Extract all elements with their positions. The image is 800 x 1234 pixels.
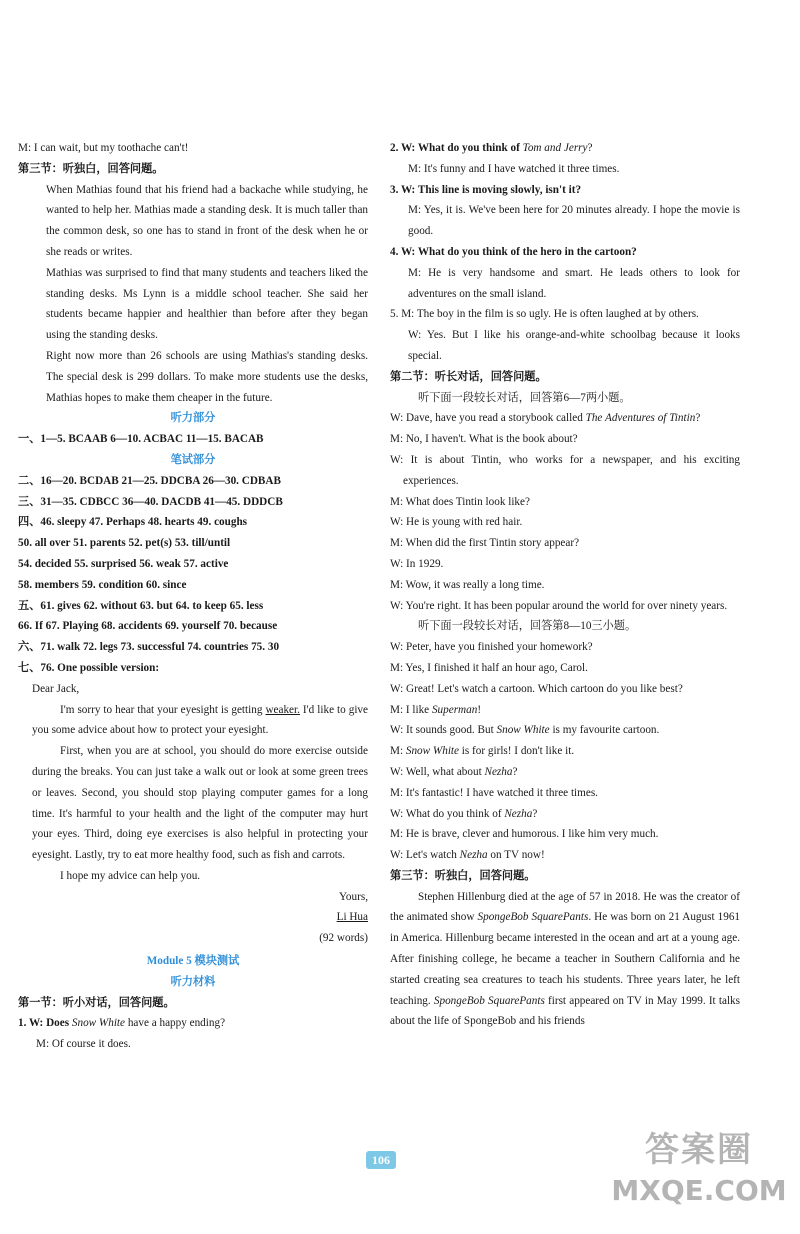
answer-line: 五、61. gives 62. without 63. but 64. to keep 65. less: [18, 599, 264, 612]
dialogue-line: 5. M: The boy in the film is so ugly. He is often laughed at by others.: [390, 308, 699, 321]
answer-line: 一、1—5. BCAAB 6—10. ACBAC 11—15. BACAB: [18, 433, 264, 446]
dialogue-line: W: Let's watch Nezha on TV now!: [390, 849, 545, 862]
letter-greeting: Dear Jack,: [32, 682, 80, 695]
dialogue-line: W: You're right. It has been popular around the world for over ninety years.: [390, 599, 728, 612]
dialogue-line: W: In 1929.: [390, 557, 444, 570]
dialogue-line: W: Yes. But I like his orange-and-white schoolbag because it looks special.: [408, 329, 740, 362]
dialogue-line: 4. W: What do you think of the hero in the cartoon?: [390, 245, 637, 258]
letter-paragraph: First, when you are at school, you should do more exercise outside during the breaks. You can just take a walk out or look at some green trees or leaves. Second, you should stop playing computer games for a long time. It's harmful to your health and the light of the computer may hurt your eyes. Third, doing eye exercises is also helpful in protecting your eyesight. Lastly, try to eat more healthy food, such as fish and carrots.: [32, 745, 368, 862]
letter-signature: Li Hua: [336, 911, 368, 924]
answer-line: 二、16—20. BCDAB 21—25. DDCBA 26—30. CDBAB: [18, 474, 281, 487]
version-heading: 七、76. One possible version:: [18, 661, 160, 674]
answer-line: 50. all over 51. parents 52. pet(s) 53. till/until: [18, 537, 231, 550]
monologue-paragraph: When Mathias found that his friend had a backache while studying, he wanted to help her. Mathias made a standing desk. It is much taller than the common desk, so one has to stand in front of the desk when he or she reads or writes.: [46, 183, 368, 258]
dialogue-intro: 听下面一段较长对话，回答第8—10三小题。: [418, 620, 637, 633]
dialogue-line: M: Wow, it was really a long time.: [390, 578, 545, 591]
dialogue-line: M: No, I haven't. What is the book about?: [390, 433, 578, 446]
section-heading: 第二节：听长对话，回答问题。: [390, 370, 547, 383]
listening-part-title: 听力部分: [170, 412, 216, 425]
answer-line: 四、46. sleepy 47. Perhaps 48. hearts 49. coughs: [18, 516, 248, 529]
letter-closing: Yours,: [338, 890, 368, 903]
monologue-paragraph: Right now more than 26 schools are using Mathias's standing desks. The special desk is 299 dollars. To make more students use the desks, Mathias hopes to make them cheaper in the future.: [46, 349, 368, 404]
section-heading: 第三节：听独白，回答问题。: [390, 869, 536, 882]
monologue-paragraph: Stephen Hillenburg died at the age of 57 in 2018. He was the creator of the animated show SpongeBob SquarePants. He was born on 21 August 1961 in America. Hillenburg became interested in the ocean and art at a young age. After finishing college, he became a teacher in Southern California and he started creating sea creatures to teach his students. Three years later, he left teaching. SpongeBob SquarePants first appeared on TV in May 1999. It talks about the life of SpongeBob and his friends: [390, 890, 741, 1028]
dialogue-line: M: I like Superman!: [390, 703, 482, 716]
section-heading: 第三节：听独白，回答问题。: [18, 162, 164, 175]
word-count: (92 words): [319, 932, 368, 945]
dialogue-line: W: What do you think of Nezha?: [390, 807, 538, 820]
dialogue-line: M: It's fantastic! I have watched it three times.: [390, 786, 598, 799]
dialogue-line: M: Yes, it is. We've been here for 20 minutes already. I hope the movie is good.: [408, 204, 740, 238]
dialogue-line: W: Peter, have you finished your homework?: [390, 641, 593, 654]
monologue-paragraph: Mathias was surprised to find that many students and teachers liked the standing desks. Ms Lynn is a middle school teacher. She said her students became happier and healthier than before after they began using the standing desks.: [46, 266, 368, 342]
answer-line: 54. decided 55. surprised 56. weak 57. active: [18, 557, 229, 570]
dialogue-line: W: He is young with red hair.: [390, 516, 523, 529]
letter-paragraph: I'm sorry to hear that your eyesight is getting weaker. I'd like to give you some advice about how to protect your eyesight.: [32, 703, 368, 737]
dialogue-line: W: Well, what about Nezha?: [390, 765, 518, 778]
materials-title: 听力材料: [170, 975, 216, 988]
dialogue-line: M: He is brave, clever and humorous. I like him very much.: [390, 828, 659, 841]
module-title: Module 5 模块测试: [146, 955, 240, 968]
dialogue-intro: 听下面一段较长对话，回答第6—7两小题。: [418, 391, 631, 404]
dialogue-line: W: Great! Let's watch a cartoon. Which cartoon do you like best?: [390, 682, 683, 695]
writing-part-title: 笔试部分: [170, 453, 216, 466]
dialogue-line: 1. W: Does Snow White have a happy ending?: [18, 1017, 226, 1030]
letter-paragraph: I hope my advice can help you.: [60, 869, 201, 882]
answer-line: 三、31—35. CDBCC 36—40. DACDB 41—45. DDDCB: [18, 495, 283, 508]
answer-line: 66. If 67. Playing 68. accidents 69. yourself 70. because: [18, 620, 278, 633]
right-column: [390, 138, 740, 1032]
dialogue-line: M: What does Tintin look like?: [390, 495, 530, 508]
dialogue-line: M: Yes, I finished it half an hour ago, Carol.: [390, 661, 588, 674]
dialogue-line: 2. W: What do you think of Tom and Jerry?: [390, 142, 593, 154]
left-column: [18, 138, 368, 1055]
dialogue-line: M: It's funny and I have watched it three times.: [408, 162, 620, 175]
dialogue-line: W: It sounds good. But Snow White is my favourite cartoon.: [390, 724, 660, 737]
dialogue-line: M: He is very handsome and smart. He leads others to look for adventures on the small island.: [408, 266, 740, 300]
page-number: 106: [366, 1151, 396, 1169]
answer-line: 六、71. walk 72. legs 73. successful 74. countries 75. 30: [18, 641, 280, 654]
dialogue-line: M: Snow White is for girls! I don't like it.: [390, 745, 575, 758]
dialogue-line: M: Of course it does.: [36, 1038, 131, 1051]
dialogue-line: M: When did the first Tintin story appear?: [390, 537, 580, 550]
watermark-cn: 答案圈: [645, 1130, 753, 1170]
dialogue-line: 3. W: This line is moving slowly, isn't it?: [390, 183, 582, 196]
dialogue-line: W: It is about Tintin, who works for a newspaper, and his exciting experiences.: [390, 453, 740, 487]
dialogue-line: M: I can wait, but my toothache can't!: [18, 142, 189, 154]
watermark-logo: [610, 1128, 788, 1220]
dialogue-line: W: Dave, have you read a storybook called The Adventures of Tintin?: [390, 412, 701, 425]
watermark-en: MXQE.COM: [611, 1174, 787, 1207]
answer-line: 58. members 59. condition 60. since: [18, 578, 187, 591]
section-heading: 第一节：听小对话，回答问题。: [18, 996, 175, 1009]
